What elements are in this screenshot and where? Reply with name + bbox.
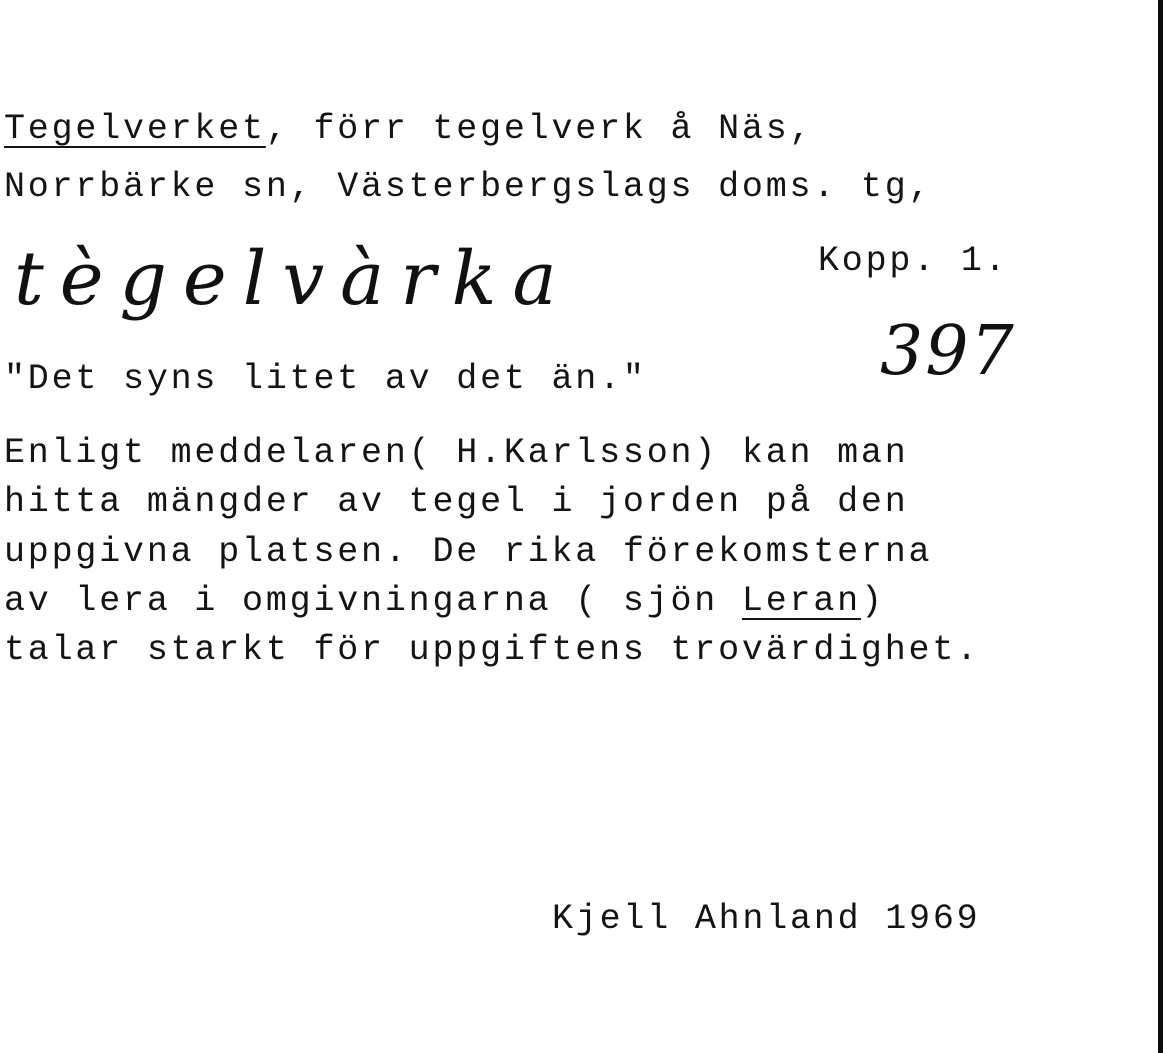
quote-line: "Det syns litet av det än." — [4, 359, 647, 399]
headword: Tegelverket — [4, 109, 266, 149]
body-line-1: Enligt meddelaren( H.Karlsson) kan man — [4, 433, 909, 473]
lake-name: Leran — [741, 581, 861, 621]
body-line-4 — [4, 581, 885, 621]
heading-line — [4, 109, 814, 149]
location-line: Norrbärke sn, Västerbergslags doms. tg, — [4, 167, 933, 207]
source-reference: Kopp. 1. — [818, 241, 1009, 281]
handwritten-pronunciation: tègelvàrka — [14, 236, 573, 322]
body-line-4-post: ) — [860, 581, 885, 621]
handwritten-number: 397 — [880, 312, 1016, 391]
signature: Kjell Ahnland 1969 — [552, 899, 981, 939]
body-line-2: hitta mängder av tegel i jorden på den — [4, 482, 909, 522]
card-edge — [1158, 0, 1163, 1053]
body-line-5: talar starkt för uppgiftens trovärdighet. — [4, 630, 980, 670]
body-line-3: uppgivna platsen. De rika förekomsterna — [4, 532, 933, 572]
heading-rest: , förr tegelverk å Näs, — [265, 109, 814, 149]
body-line-4-pre: av lera i omgivningarna ( sjön — [4, 581, 742, 621]
